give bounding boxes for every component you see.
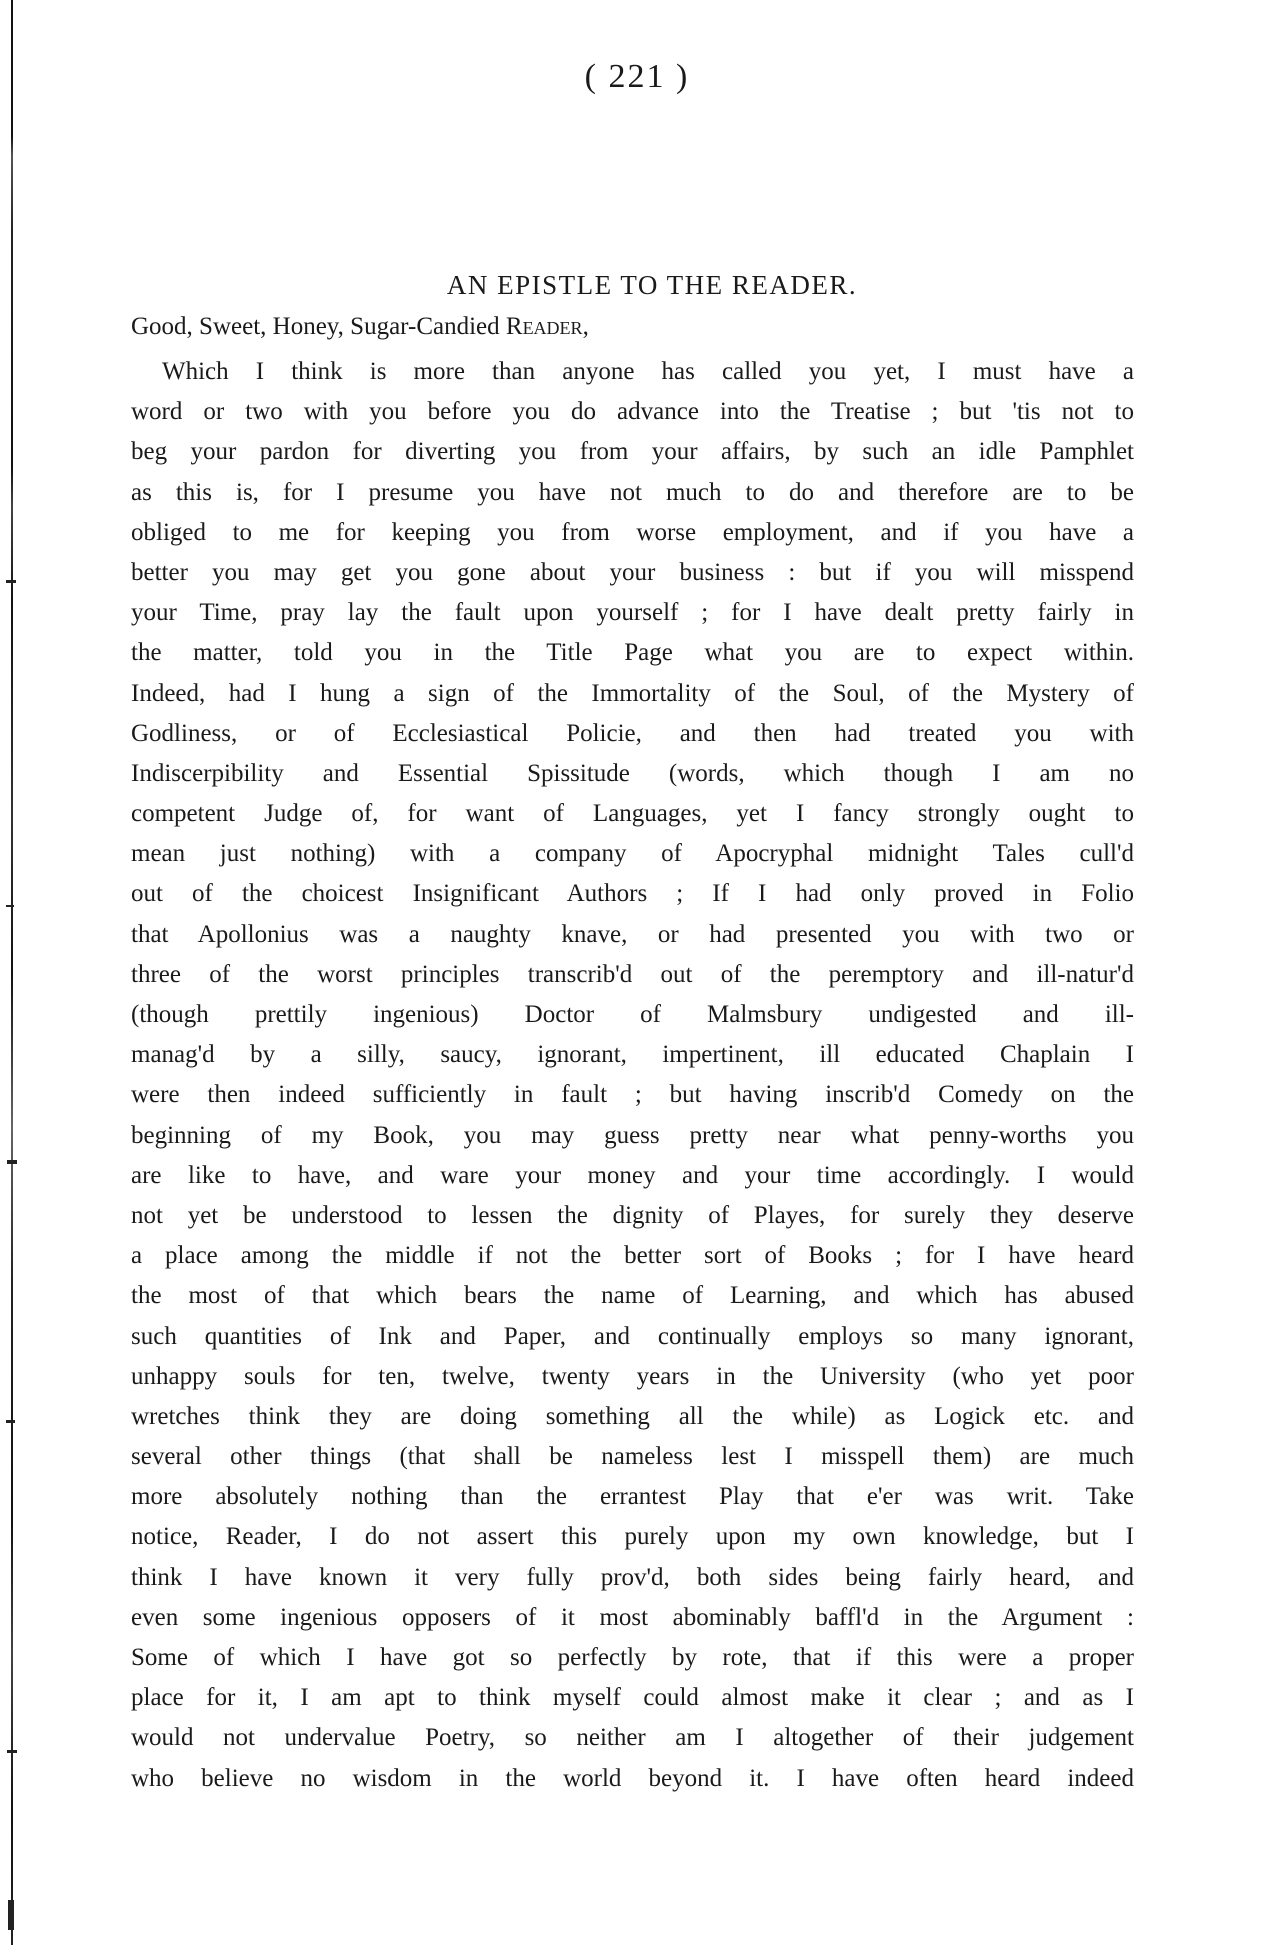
text-line: several other things (that shall be nameless lest I misspell them) are much (131, 1443, 1134, 1471)
text-line: beg your pardon for diverting you from your affairs, by such an idle Pamphlet (131, 438, 1134, 466)
text-line: who believe no wisdom in the world beyond it. I have often heard indeed (131, 1764, 1134, 1792)
binding-mark (7, 1750, 17, 1753)
salutation-reader: Reader (505, 313, 583, 340)
text-line: better you may get you gone about your business : but if you will misspend (131, 558, 1134, 586)
text-line: a place among the middle if not the better sort of Books ; for I have heard (131, 1242, 1134, 1270)
text-line: out of the choicest Insignificant Authors ; If I had only proved in Folio (131, 880, 1134, 908)
text-line: three of the worst principles transcrib'd out of the peremptory and ill-natur'd (131, 960, 1134, 988)
page-heading: AN EPISTLE TO THE READER. (446, 270, 858, 300)
text-line: Some of which I have got so perfectly by rote, that if this were a proper (131, 1644, 1134, 1671)
text-line: manag'd by a silly, saucy, ignorant, impertinent, ill educated Chaplain I (131, 1041, 1134, 1069)
body-text (131, 352, 1134, 1799)
binding-mark (6, 905, 14, 907)
text-line: word or two with you before you do advance into the Treatise ; but 'tis not to (131, 398, 1134, 426)
text-line: competent Judge of, for want of Languages, yet I fancy strongly ought to (131, 800, 1134, 828)
text-line: wretches think they are doing something all the while) as Logick etc. and (131, 1402, 1134, 1430)
text-line: as this is, for I presume you have not much to do and therefore are to be (131, 478, 1134, 506)
text-line: that Apollonius was a naughty knave, or had presented you with two or (131, 920, 1134, 948)
text-line: place for it, I am apt to think myself could almost make it clear ; and as I (131, 1684, 1134, 1712)
text-line: the most of that which bears the name of Learning, and which has abused (131, 1282, 1134, 1310)
text-line: Which I think is more than anyone has called you yet, I must have a (162, 358, 1134, 385)
salutation-tail: , (582, 313, 589, 340)
page-number: ( 221 ) (584, 58, 690, 95)
salutation-lead: Good, Sweet, Honey, Sugar-Candied (131, 313, 506, 340)
text-line: not yet be understood to lessen the dignity of Playes, for surely they deserve (131, 1201, 1134, 1229)
text-line: Godliness, or of Ecclesiastical Policie, and then had treated you with (131, 719, 1134, 747)
salutation (131, 313, 589, 341)
text-line: mean just nothing) with a company of Apocryphal midnight Tales cull'd (131, 840, 1134, 868)
text-line: (though prettily ingenious) Doctor of Malmsbury undigested and ill- (131, 1001, 1134, 1028)
text-line: your Time, pray lay the fault upon yourself ; for I have dealt pretty fairly in (131, 599, 1134, 627)
text-line: were then indeed sufficiently in fault ; but having inscrib'd Comedy on the (131, 1081, 1134, 1109)
text-line: unhappy souls for ten, twelve, twenty years in the University (who yet poor (131, 1362, 1134, 1390)
text-line: even some ingenious opposers of it most abominably baffl'd in the Argument : (131, 1603, 1134, 1631)
text-line: Indeed, had I hung a sign of the Immortality of the Soul, of the Mystery of (131, 679, 1134, 707)
binding-mark (6, 580, 16, 583)
text-line: the matter, told you in the Title Page what you are to expect within. (131, 639, 1134, 667)
text-line: Indiscerpibility and Essential Spissitude (words, which though I am no (131, 759, 1134, 787)
text-line: think I have known it very fully prov'd, both sides being fairly heard, and (131, 1563, 1134, 1591)
text-line: are like to have, and ware your money and your time accordingly. I would (131, 1161, 1134, 1189)
text-line: would not undervalue Poetry, so neither am I altogether of their judgement (131, 1724, 1134, 1752)
binding-mark (8, 1900, 14, 1930)
text-line: beginning of my Book, you may guess pretty near what penny-worths you (131, 1121, 1134, 1149)
text-line: obliged to me for keeping you from worse employment, and if you have a (131, 518, 1134, 546)
binding-mark (6, 1420, 15, 1423)
binding-mark (7, 1160, 17, 1164)
text-line: notice, Reader, I do not assert this purely upon my own knowledge, but I (131, 1523, 1134, 1551)
text-line: more absolutely nothing than the errantest Play that e'er was writ. Take (131, 1483, 1134, 1511)
text-line: such quantities of Ink and Paper, and continually employs so many ignorant, (131, 1322, 1134, 1350)
